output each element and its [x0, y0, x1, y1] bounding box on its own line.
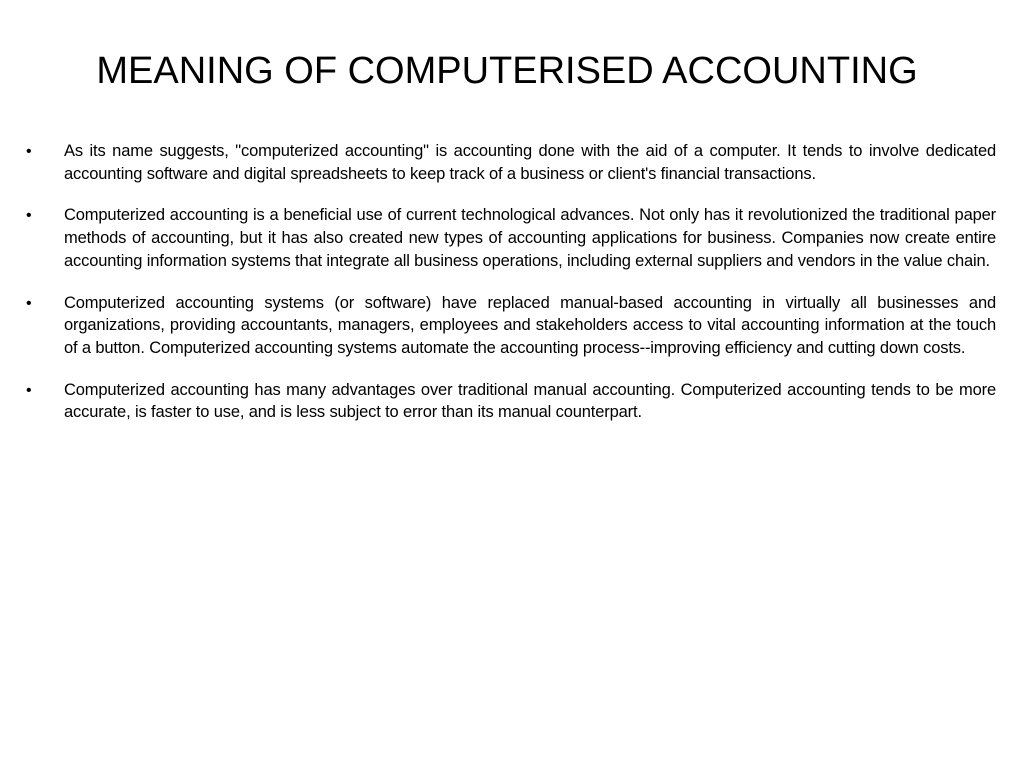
- bullet-text: Computerized accounting is a beneficial use of current technological advances. Not only has it revolutionized the traditional paper methods of accounting, but it has also created new types of accounting applications for business. Companies now create entire accounting information systems that integrate all business operations, including external suppliers and vendors in the value chain.: [64, 206, 996, 270]
- bullet-text: Computerized accounting has many advantages over traditional manual accounting. Computerized accounting tends to be more accurate, is faster to use, and is less subject to error than its manual counterpart.: [64, 380, 996, 422]
- bullet-item: [26, 379, 996, 424]
- bullet-dot-icon: •: [26, 143, 32, 160]
- bullet-dot-icon: •: [26, 381, 32, 399]
- slide-title: MEANING OF COMPUTERISED ACCOUNTING: [96, 50, 918, 92]
- bullet-item: [26, 292, 996, 360]
- bullet-dot-icon: •: [26, 207, 32, 225]
- bullet-list: [26, 140, 996, 443]
- bullet-text: As its name suggests, "computerized accounting" is accounting done with the aid of a computer. It tends to involve dedicated accounting software and digital spreadsheets to keep track of a business or client's financial transactions.: [64, 142, 996, 183]
- bullet-text: Computerized accounting systems (or software) have replaced manual-based accounting in virtually all businesses and organizations, providing accountants, managers, employees and stakeholders access to vital accounting information at the touch of a button. Computerized accounting systems automate the accounting process--improving efficiency and cutting down costs.: [64, 293, 996, 357]
- bullet-dot-icon: •: [26, 294, 32, 312]
- bullet-item: [26, 140, 996, 185]
- bullet-item: [26, 204, 996, 272]
